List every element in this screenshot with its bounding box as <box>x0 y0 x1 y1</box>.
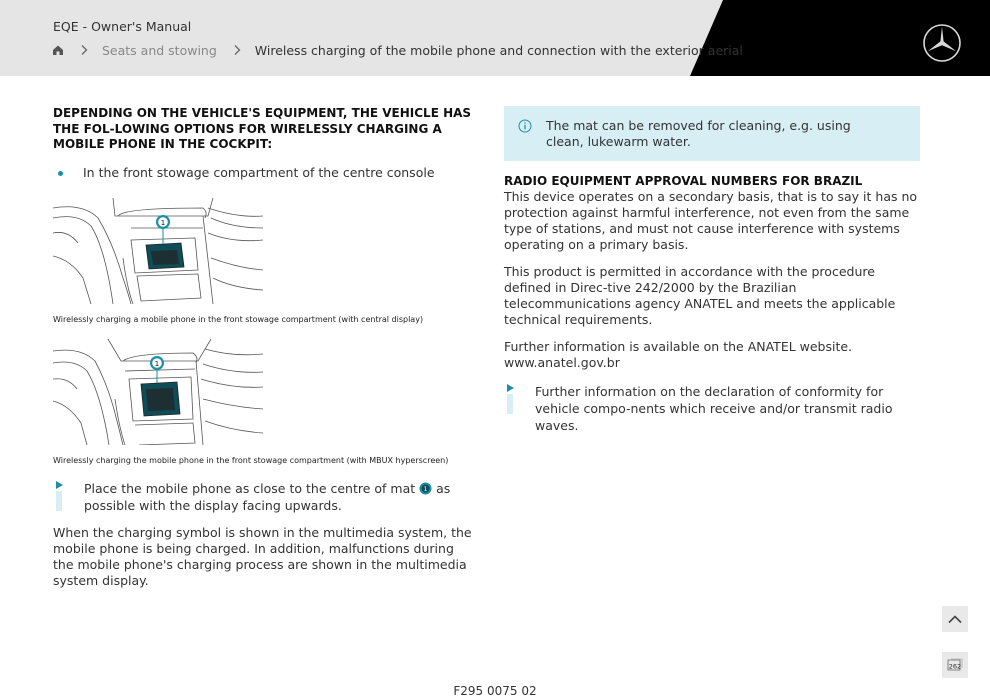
info-box <box>504 106 920 161</box>
right-column <box>504 106 920 434</box>
figure-mbux-hyperscreen <box>53 339 263 445</box>
figure-caption: Wirelessly charging the mobile phone in the front stowage compartment (with MBUX hyperscreen) <box>53 455 449 465</box>
figure-callout-1: 1 <box>160 218 166 227</box>
mercedes-star-logo <box>922 23 962 63</box>
instruction-step <box>53 480 473 514</box>
callout-marker-icon <box>419 482 432 495</box>
home-icon[interactable] <box>52 44 64 56</box>
paragraph: This product is permitted in accordance with the procedure defined in Direc-tive 242/2000 by the Brazilian telecommunications agency ANATEL and meets the applicable technical requirements. <box>504 264 896 327</box>
breadcrumb <box>52 41 743 59</box>
chevron-up-icon <box>948 614 962 624</box>
console-illustration <box>53 339 263 445</box>
step-text-part1: Place the mobile phone as close to the centre of mat <box>84 480 416 496</box>
info-icon <box>518 119 532 133</box>
page-number-icon <box>946 658 964 672</box>
figure-central-display <box>53 198 263 304</box>
step-text-part2: as possible with the display facing upwards. <box>84 480 451 513</box>
console-illustration <box>53 198 263 304</box>
left-column <box>53 106 473 589</box>
chevron-right-icon <box>78 44 90 56</box>
instruction-step <box>504 383 920 434</box>
figure-caption: Wirelessly charging a mobile phone in the front stowage compartment (with central display) <box>53 314 424 324</box>
chevron-right-icon <box>231 44 243 56</box>
section-heading: DEPENDING ON THE VEHICLE'S EQUIPMENT, THE VEHICLE HAS THE FOL-LOWING OPTIONS FOR WIRELESSLY CHARGING A MOBILE PHONE IN THE COCKPIT: <box>53 106 472 151</box>
page-number: 262 <box>948 662 962 671</box>
step-arrow-icon <box>507 384 515 414</box>
manual-title: EQE - Owner's Manual <box>53 19 192 34</box>
scroll-top-button[interactable] <box>942 606 968 632</box>
paragraph: When the charging symbol is shown in the multimedia system, the mobile phone is being charged. In addition, malfunctions during the mobile phone's charging process are shown in the multimedia system display. <box>53 524 472 588</box>
step-arrow-icon <box>56 481 64 511</box>
list-item: In the front stowage compartment of the centre console <box>53 165 473 181</box>
figure-callout-1: 1 <box>154 359 160 368</box>
page-number-button[interactable] <box>942 652 968 678</box>
info-text: The mat can be removed for cleaning, e.g. using clean, lukewarm water. <box>546 118 851 149</box>
breadcrumb-link-seats[interactable]: Seats and stowing <box>102 42 217 58</box>
section-heading: RADIO EQUIPMENT APPROVAL NUMBERS FOR BRAZIL <box>504 174 863 188</box>
paragraph: Further information is available on the ANATEL website. www.anatel.gov.br <box>504 339 853 370</box>
callout-marker-number: 1 <box>423 485 428 493</box>
paragraph: This device operates on a secondary basis, that is to say it has no protection against harmful interference, not even from the same type of stations, and must not cause interference with systems operating on a primary basis. <box>504 189 918 252</box>
figure-code: F295 0075 02 <box>453 684 537 698</box>
breadcrumb-current: Wireless charging of the mobile phone and connection with the exterior aerial <box>254 42 743 58</box>
header <box>0 0 990 76</box>
step-text: Further information on the declaration of conformity for vehicle compo-nents which receive and/or transmit radio waves. <box>535 384 893 433</box>
